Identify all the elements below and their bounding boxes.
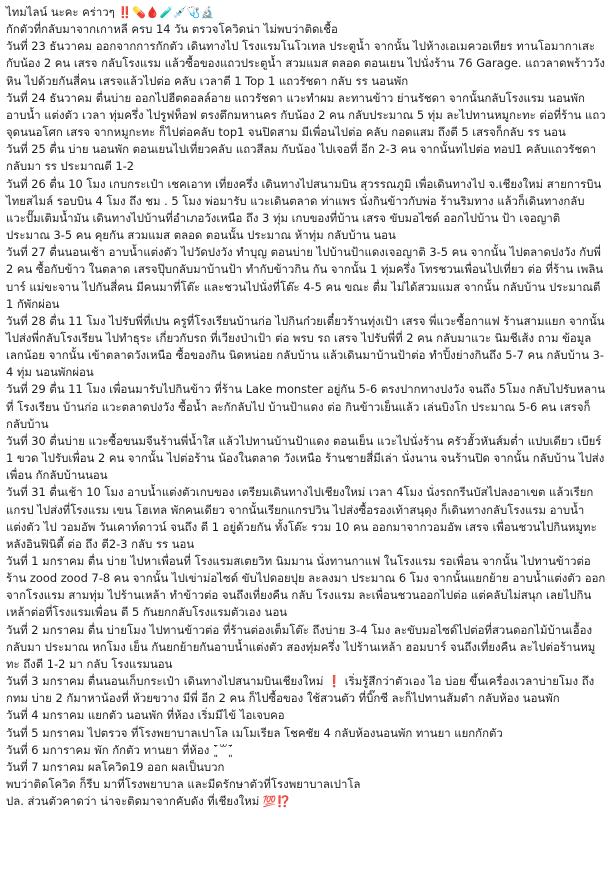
post-footer-line (6, 793, 607, 810)
post-paragraph: วันที่ 24 ธันวาคม ตื่นบ่าย ออกไปฮีตดอลล์อาย แถวรัชดา แวะทำผม ละทานข้าว ย่านรัชดา จากนั้นกลับโรงแรม นอนพัก อาบน้ำ แต่งตัว เวลา ทุ่มครึ่ง ไปรูฟท็อฟ ตรงตึกมหานคร กับน้อง 2 คน กลับประมาณ 5 ทุ่ม ละไปทานหมูกะทะ ต่อที่ร้าน แถวจุดนนอโศก เสรจ จากหมูกะทะ ก็ไปต่อคลับ top1 จนปิดสาม มีเพื่อนไปต่อ คลับ กอดแสม ถึงตี 5 เสรจก็กลับ รร นอน (6, 90, 606, 140)
post-paragraph: วันที่ 3 มกราคม ตื่นนอนเก็บกระเป๋า เดินทางไปสนามบินเชียงใหม่ ❗ เริ่มรู้สึกว่าตัวเอง ไอ บ่อย ขึ้นเครื่องเวลาบ่ายโมง ถึง กทม บ่าย 2 กัมาหาน้องที่ ห้วยขวาง มีพี่ อีก 2 คน ก็ไปซื้อของ ใช้สวนตัว ที่บิ๊กซี ละก็ไปทานส้มตำ กลับห้อง นอนพัก (6, 674, 595, 706)
post-paragraph: กลับมา ประมาณ หกโมง เย็น กันยกย้ายกันอาบน้ำแต่งตัว สองทุ่มครึ่ง ไปร้านเหล้า ฮอมบาร์ จนถึงเที่ยงคืน ละไปต่อร้านหมูทะ ถึงตี 1-2 มา กลับ โรงแรมนอน (6, 639, 596, 671)
post-paragraph: วันที่ 27 ตื่นนอนเช้า อาบน้ำแต่งตัว ไปวัดปงวัง ทำบุญ ตอนบ่าย ไปบ้านป้าแดงเจอญาติ 3-5 คน จากนั้น ไปตลาดปงวัง กับพี่ 2 คน ซื้อกับข้าว ในตลาด เสรจปุ๊บกลับมาบ้านป้า ทำกับข้าวกิน กัน จากนั้น 1 ทุ่มครึ่ง โทรชวนเพื่อนไปเที่ยว ต่อ ที่ร้าน เพลินบาร์ แม่ขะจาน ไปกันสี่คน มีคนมาที่โต๊ะ และชวนไปนั่งที่โต๊ะ 4-5 คน ขณะ ตื่ม ไม่ได้สวมแมส จากนั้น กลับบ้าน ประมาณตี 1 กัพักผ่อน (6, 245, 604, 311)
post-paragraph: วันที่ 6 มการาคม พัก กักตัว ทานยา ที่ห้อง ˉ͈̀꒳ˉ͈́ (6, 742, 234, 757)
post-footer-text: ปล. ส่วนตัวคาดว่า น่าจะติดมาจากคับดัง ที่เชียงใหม่ (6, 794, 260, 809)
post-paragraph: วันที่ 4 มกราคม แยกตัว นอนพัก ที่ห้อง เริ่มมีไข้ ไอเจบคอ (6, 708, 285, 723)
header-emoji-group: ‼️💊🩸🧪💉🩺🔬 (118, 6, 215, 19)
post-paragraph: กักตัวที่กลับมาจากเกาหลี ครบ 14 วัน ตรวจโควิดน่า ไม่พบว่าติดเชื้อ (6, 22, 338, 37)
footer-emoji-group: 💯⁉️ (262, 795, 291, 809)
post-paragraph: วันที่ 2 มกราคม ตื่น บ่ายโมง ไปทานข้าวต่อ ที่ร้านต่องเต็มโต๊ะ ถึงบ่าย 3-4 โมง ละขับมอไซด์ไปต่อที่สวนดอกไม้บ้านเอื้อง (6, 622, 593, 637)
post-paragraph: พบว่าติดโควิด ก็รีบ มาที่โรงพยาบาล และมีดรักษาตัวที่โรงพยาบาลเปาโล (6, 777, 361, 792)
post-paragraph: วันที่ 25 ตื่น บ่าย นอนพัก ตอนเยนไปเที่ยวคลับ แถวสีลม กับน้อง ไปเจอที่ อีก 2-3 คน จากนั้นทไปต่อ ทอป1 คลับแถวรัชดา กลับมา รร ประมาณตี 1-2 (6, 142, 597, 174)
post-header-line (6, 4, 607, 21)
post-paragraph: วันที่ 7 มกราคม ผลโควิด19 ออก ผลเป็นบวก (6, 759, 225, 774)
post-paragraph: วันที่ 28 ตื่น 11 โมง ไปรับพี่ที่เปน ครูที่โรงเรียนบ้านก่อ ไปกินก๋วยเตี๋ยวร้านทุ่งเป้า เสรจ พี่แวะซื้อกาแฟ ร้านสามแยก จากนั้นไปส่งพี่กลับโรงเรียน ไปทำธุระ เกี่ยวกับรถ ที่เวียงป่าเป้า ต่อ พรบ รถ เสรจ ไปรับพี่ที่ 2 คน กลับมาแวะ นิมชีเส้ง ถาม ข้อมูลเลกน้อย จากนั้น เข้าตลาดวังเหนือ ซื้อของกิน นิดหน่อย กลับบ้าน แล้วเดินมาบ้านป้าต่อ ทำปิ้งย่างกินถึง 5-7 คน กลับบ้าน 3-4 ทุ่ม นอนพักผ่อน (6, 313, 605, 380)
post-paragraph: วันที่ 23 ธันวาคม ออกจากการกักตัว เดินทางไป โรงแรมโนโวเทล ประตูน้ำ จากนั้น ไปห้างเอเมควอเทียร ทานโอมากาเสะ กับน้อง 2 คน เสรจ กลับโรงแรม แล้วซื้อของแถวประตูน้ำ สวมแมส ตลอด ตอนเยน ไปนั่งร้าน 76 Garage. แถวลาดพร้าววังหิน ไปด้วยกันสี่คน เสรจแล้วไปต่อ คลับ เวลาตี 1 Top 1 แถวรัชดา กลับ รร นอนพัก (6, 39, 605, 88)
post-paragraph: วันที่ 29 ตื่น 11 โมง เพื่อนมารับไปกินข้าว ที่ร้าน Lake monster อยู่กัน 5-6 ตรงปากทางปงวัง จนถึง 5โมง กลับไปรับหลานที่ โรงเรียน บ้านก่อ แวะตลาดปงวัง ซื้อน้ำ ละกักลับไป บ้านป้าแดง ต่อ กินข้าวเย็นแล้ว เล่นบิงโก ประมาณ 5-6 คน เสรจก็กลับบ้าน (6, 382, 606, 431)
post-paragraph: วันที่ 1 มกราคม ตื่น บ่าย ไปหาเพื่อนที่ โรงแรมสเตยวิท นิมมาน นั่งทานกาแฟ ในโรงแรม รอเพื่อน จากนั้น ไปทานข้าวต่อ ร้าน zood zood 7-8 คน จากนั้น ไปเข่าม่อไซด์ ขับไปดอยปุย ละลงมา ประมาณ 6 โมง จากนั้นแยกย้าย อาบน้ำแต่งตัว ออกจากโรงแรม สามทุ่ม ไปร้านเหล้า ทำข้าวต่อ จนถึงเที่ยงคืน กลับ โรงแรม ละเพื่อนชวนออกไปต่อ แต่คลับไม่สนุก เลยไปกินเหล้าต่อที่โรงแรมเพื่อน ตี 5 กันยกกลับโรงแรมตัวเอง นอน (6, 554, 606, 620)
post-paragraph: วันที่ 31 ตื่นเช้า 10 โมง อาบน้ำแต่งตัวเกบของ เตรียมเดินทางไปเชียงใหม่ เวลา 4โมง นั่งรถกรีนบัสไปลงอาเขต แล้วเรียกแกรป ไปส่งที่โรงแรม เขน โฮเทล พักคนเดียว จากนั้นเรียกแกรปวิน ไปส่งซื้อรองเท้าสนุดุง ก็เดินทางกลับโรงแรม อาบน้ำ แต่งตัว ไป วอมอัพ วันเคาท์ดาวน์ จนถึง ตี 1 อยู่ด้วยกัน ทั้งโต๊ะ รวม 10 คน ออกมาจากวอมอัพ เสรจ เพื่อนชวนไปกินหมูทะ หลังอินฟินิตี้ ต่อ ถึง ตี2-3 กลับ รร นอน (6, 485, 597, 551)
post-paragraph: วันที่ 5 มกราคม ไปตรวจ ที่โรงพยาบาลเปาโล เมโมเรียล โชคชัย 4 กลับห้องนอนพัก ทานยา แยกกักตัว (6, 725, 503, 740)
post-paragraph: วันที่ 30 ตื่นบ่าย แวะซื้อขนมจีนร้านพี่น้ำใส แล้วไปทานบ้านป้าแดง ตอนเย็น แวะไปนั่งร้าน ครัวฮั้วหันส์มต่ำ แปบเดียว เบียร์ 1 ขวด ไปรับเพื่อน 2 คน จากนั้น ไปต่อร้าน น้องในตลาด วังเหนือ ร้านชายสี่มีเล่า นั่งนาน จนร้านปิด จากนั้น กลับบ้าน ไปส่งเพื่อน กักลับบ้านนอน (6, 433, 605, 483)
post-header-text: ไทมไลน์ นะคะ คร่าวๆ (6, 5, 115, 19)
post-paragraph: วันที่ 26 ตื่น 10 โมง เกบกระเป๋า เชคเอาท เที่ยงครึ่ง เดินทางไปสนามบิน สุวรรณภูมิ เพื่อเดินทางไป จ.เชียงใหม่ สายการบิน ไทยสไมล์ รอบบิน 4 โมง ถึง ชม . 5 โมง พ่อมารับ แวะเดินตลาด ท่าแพร นั่งกินข้าวกับพ่อ ร้านริมทาง แล้วก็เดินทางกลับ แวะปั๊มเติมน้ำมัน เดินทางไปบ้านที่อำเภอวังเหนือ ถึง 3 ทุ่ม เกบของที่บ้าน เสรจ ขับมอไซด์ ออกไปบ้าน ป้า เจอญาติ ประมาณ 3-5 คน คุยกัน สวมแมส ตลอด ตอนนั้น ประมาณ ห้าทุ่ม กลับบ้าน นอน (6, 176, 602, 243)
